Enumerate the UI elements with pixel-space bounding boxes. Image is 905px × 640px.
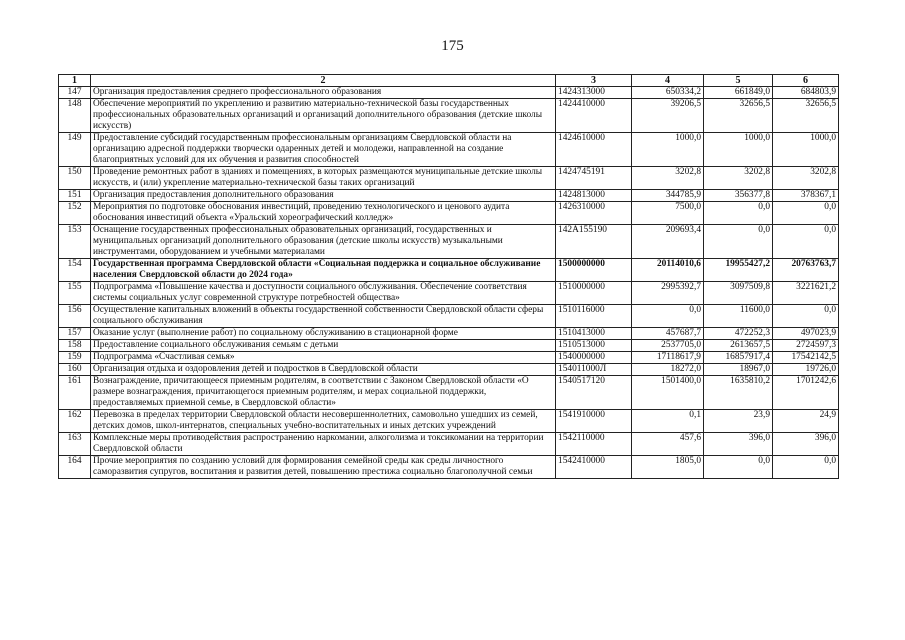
amount-col-4-cell: 1805,0 <box>632 456 704 479</box>
amount-col-4-cell: 1501400,0 <box>632 376 704 410</box>
target-code-cell: 142A155190 <box>556 225 632 259</box>
table-row <box>59 328 839 340</box>
amount-col-4-cell: 20114010,6 <box>632 259 704 282</box>
amount-col-6-cell: 1701242,6 <box>773 376 839 410</box>
amount-col-5-cell: 0,0 <box>704 456 773 479</box>
page-number: 175 <box>441 38 464 54</box>
amount-col-4-cell: 0,1 <box>632 410 704 433</box>
expense-name-cell: Обеспечение мероприятий по укреплению и развитию материально-технической базы государственных профессиональных образовательных организаций и организаций дополнительного образования (детские школы искусств) <box>91 99 556 133</box>
expense-name-cell: Предоставление субсидий государственным профессиональным организациям Свердловской области на организацию адресной поддержки творчески одаренных детей и молодежи, направленной на создание благоприятных условий для их обучения и развития способностей <box>91 133 556 167</box>
amount-col-6-cell: 24,9 <box>773 410 839 433</box>
header-col-3: 3 <box>556 75 632 87</box>
row-number-cell: 151 <box>59 190 91 202</box>
target-code-cell: 1424745191 <box>556 167 632 190</box>
amount-col-4-cell: 0,0 <box>632 305 704 328</box>
target-code-cell: 1540000000 <box>556 352 632 364</box>
amount-col-4-cell: 39206,5 <box>632 99 704 133</box>
table-row <box>59 410 839 433</box>
expense-name-cell: Организация отдыха и оздоровления детей и подростков в Свердловской области <box>91 364 556 376</box>
target-code-cell: 1424610000 <box>556 133 632 167</box>
row-number-cell: 148 <box>59 99 91 133</box>
target-code-cell: 1541910000 <box>556 410 632 433</box>
row-number-cell: 159 <box>59 352 91 364</box>
amount-col-6-cell: 17542142,5 <box>773 352 839 364</box>
table-row <box>59 364 839 376</box>
table-row <box>59 225 839 259</box>
amount-col-6-cell: 684803,9 <box>773 87 839 99</box>
target-code-cell: 1424813000 <box>556 190 632 202</box>
amount-col-4-cell: 2995392,7 <box>632 282 704 305</box>
table-header-row <box>59 75 839 87</box>
target-code-cell: 1500000000 <box>556 259 632 282</box>
row-number-cell: 156 <box>59 305 91 328</box>
row-number-cell: 164 <box>59 456 91 479</box>
row-number-cell: 147 <box>59 87 91 99</box>
amount-col-6-cell: 0,0 <box>773 225 839 259</box>
target-code-cell: 1542410000 <box>556 456 632 479</box>
target-code-cell: 1424313000 <box>556 87 632 99</box>
amount-col-6-cell: 19726,0 <box>773 364 839 376</box>
table-row <box>59 99 839 133</box>
table-row <box>59 87 839 99</box>
target-code-cell: 154011000Л <box>556 364 632 376</box>
target-code-cell: 1510116000 <box>556 305 632 328</box>
row-number-cell: 155 <box>59 282 91 305</box>
amount-col-6-cell: 3202,8 <box>773 167 839 190</box>
amount-col-5-cell: 356377,8 <box>704 190 773 202</box>
expense-name-cell: Организация предоставления среднего профессионального образования <box>91 87 556 99</box>
expense-name-cell: Подпрограмма «Счастливая семья» <box>91 352 556 364</box>
row-number-cell: 158 <box>59 340 91 352</box>
amount-col-4-cell: 17118617,9 <box>632 352 704 364</box>
expense-name-cell: Предоставление социального обслуживания семьям с детьми <box>91 340 556 352</box>
table-row <box>59 133 839 167</box>
row-number-cell: 160 <box>59 364 91 376</box>
header-col-4: 4 <box>632 75 704 87</box>
amount-col-4-cell: 344785,9 <box>632 190 704 202</box>
amount-col-5-cell: 3202,8 <box>704 167 773 190</box>
amount-col-4-cell: 2537705,0 <box>632 340 704 352</box>
amount-col-6-cell: 0,0 <box>773 456 839 479</box>
header-col-5: 5 <box>704 75 773 87</box>
row-number-cell: 157 <box>59 328 91 340</box>
expense-name-cell: Проведение ремонтных работ в зданиях и помещениях, в которых размещаются муниципальные детские школы искусств, и (или) укрепление материально-технической базы таких организаций <box>91 167 556 190</box>
expense-name-cell: Государственная программа Свердловской области «Социальная поддержка и социальное обслуживание населения Свердловской области до 2024 года» <box>91 259 556 282</box>
table-row <box>59 282 839 305</box>
target-code-cell: 1510513000 <box>556 340 632 352</box>
expense-name-cell: Подпрограмма «Повышение качества и доступности социального обслуживания. Обеспечение соответствия системы социальных услуг современной структуре потребностей общества» <box>91 282 556 305</box>
amount-col-5-cell: 472252,3 <box>704 328 773 340</box>
expense-name-cell: Оснащение государственных профессиональных образовательных организаций, государственных и муниципальных организаций дополнительного образования (детские школы искусств) музыкальными инструментами, оборудованием и учебными материалами <box>91 225 556 259</box>
amount-col-5-cell: 0,0 <box>704 202 773 225</box>
amount-col-4-cell: 650334,2 <box>632 87 704 99</box>
amount-col-5-cell: 23,9 <box>704 410 773 433</box>
amount-col-5-cell: 3097509,8 <box>704 282 773 305</box>
expense-name-cell: Перевозка в пределах территории Свердловской области несовершеннолетних, самовольно ушедших из семей, детских домов, школ-интернатов, специальных учебно-воспитательных и иных детских учреждений <box>91 410 556 433</box>
header-col-6: 6 <box>773 75 839 87</box>
amount-col-5-cell: 18967,0 <box>704 364 773 376</box>
table-row <box>59 376 839 410</box>
row-number-cell: 162 <box>59 410 91 433</box>
row-number-cell: 153 <box>59 225 91 259</box>
amount-col-6-cell: 32656,5 <box>773 99 839 133</box>
row-number-cell: 150 <box>59 167 91 190</box>
amount-col-5-cell: 11600,0 <box>704 305 773 328</box>
amount-col-4-cell: 3202,8 <box>632 167 704 190</box>
table-row <box>59 433 839 456</box>
amount-col-5-cell: 16857917,4 <box>704 352 773 364</box>
target-code-cell: 1426310000 <box>556 202 632 225</box>
table-body <box>59 87 839 479</box>
header-col-2: 2 <box>91 75 556 87</box>
amount-col-6-cell: 0,0 <box>773 202 839 225</box>
table-row <box>59 352 839 364</box>
amount-col-5-cell: 2613657,5 <box>704 340 773 352</box>
table-row <box>59 202 839 225</box>
target-code-cell: 1540517120 <box>556 376 632 410</box>
amount-col-4-cell: 209693,4 <box>632 225 704 259</box>
row-number-cell: 149 <box>59 133 91 167</box>
budget-table <box>58 74 839 479</box>
amount-col-5-cell: 396,0 <box>704 433 773 456</box>
target-code-cell: 1542110000 <box>556 433 632 456</box>
expense-name-cell: Комплексные меры противодействия распространению наркомании, алкоголизма и токсикомании на территории Свердловской области <box>91 433 556 456</box>
amount-col-6-cell: 2724597,3 <box>773 340 839 352</box>
row-number-cell: 161 <box>59 376 91 410</box>
amount-col-4-cell: 18272,0 <box>632 364 704 376</box>
amount-col-6-cell: 0,0 <box>773 305 839 328</box>
amount-col-5-cell: 0,0 <box>704 225 773 259</box>
expense-name-cell: Осуществление капитальных вложений в объекты государственной собственности Свердловской области сферы социального обслуживания <box>91 305 556 328</box>
table-row <box>59 167 839 190</box>
expense-name-cell: Прочие мероприятия по созданию условий для формирования семейной среды как среды личностного саморазвития супругов, воспитания и развития детей, повышению престижа социально благополучной семьи <box>91 456 556 479</box>
expense-name-cell: Оказание услуг (выполнение работ) по социальному обслуживанию в стационарной форме <box>91 328 556 340</box>
amount-col-6-cell: 20763763,7 <box>773 259 839 282</box>
amount-col-6-cell: 1000,0 <box>773 133 839 167</box>
amount-col-5-cell: 1000,0 <box>704 133 773 167</box>
amount-col-5-cell: 19955427,2 <box>704 259 773 282</box>
amount-col-6-cell: 378367,1 <box>773 190 839 202</box>
amount-col-4-cell: 7500,0 <box>632 202 704 225</box>
expense-name-cell: Мероприятия по подготовке обоснования инвестиций, проведению технологического и ценового аудита обоснования инвестиций объекта «Уральский хореографический колледж» <box>91 202 556 225</box>
amount-col-4-cell: 457687,7 <box>632 328 704 340</box>
amount-col-5-cell: 1635810,2 <box>704 376 773 410</box>
amount-col-4-cell: 1000,0 <box>632 133 704 167</box>
row-number-cell: 163 <box>59 433 91 456</box>
amount-col-6-cell: 396,0 <box>773 433 839 456</box>
amount-col-6-cell: 3221621,2 <box>773 282 839 305</box>
row-number-cell: 154 <box>59 259 91 282</box>
table-row <box>59 340 839 352</box>
table-row <box>59 456 839 479</box>
table-row <box>59 259 839 282</box>
amount-col-6-cell: 497023,9 <box>773 328 839 340</box>
table-row <box>59 305 839 328</box>
header-col-1: 1 <box>59 75 91 87</box>
target-code-cell: 1510000000 <box>556 282 632 305</box>
target-code-cell: 1424410000 <box>556 99 632 133</box>
amount-col-4-cell: 457,6 <box>632 433 704 456</box>
table-row <box>59 190 839 202</box>
amount-col-5-cell: 661849,0 <box>704 87 773 99</box>
target-code-cell: 1510413000 <box>556 328 632 340</box>
amount-col-5-cell: 32656,5 <box>704 99 773 133</box>
row-number-cell: 152 <box>59 202 91 225</box>
expense-name-cell: Вознаграждение, причитающееся приемным родителям, в соответствии с Законом Свердловской области «О размере вознаграждения, причитающегося приемным родителям, и мерах социальной поддержки, предоставляемых приемной семье, в Свердловской области» <box>91 376 556 410</box>
expense-name-cell: Организация предоставления дополнительного образования <box>91 190 556 202</box>
